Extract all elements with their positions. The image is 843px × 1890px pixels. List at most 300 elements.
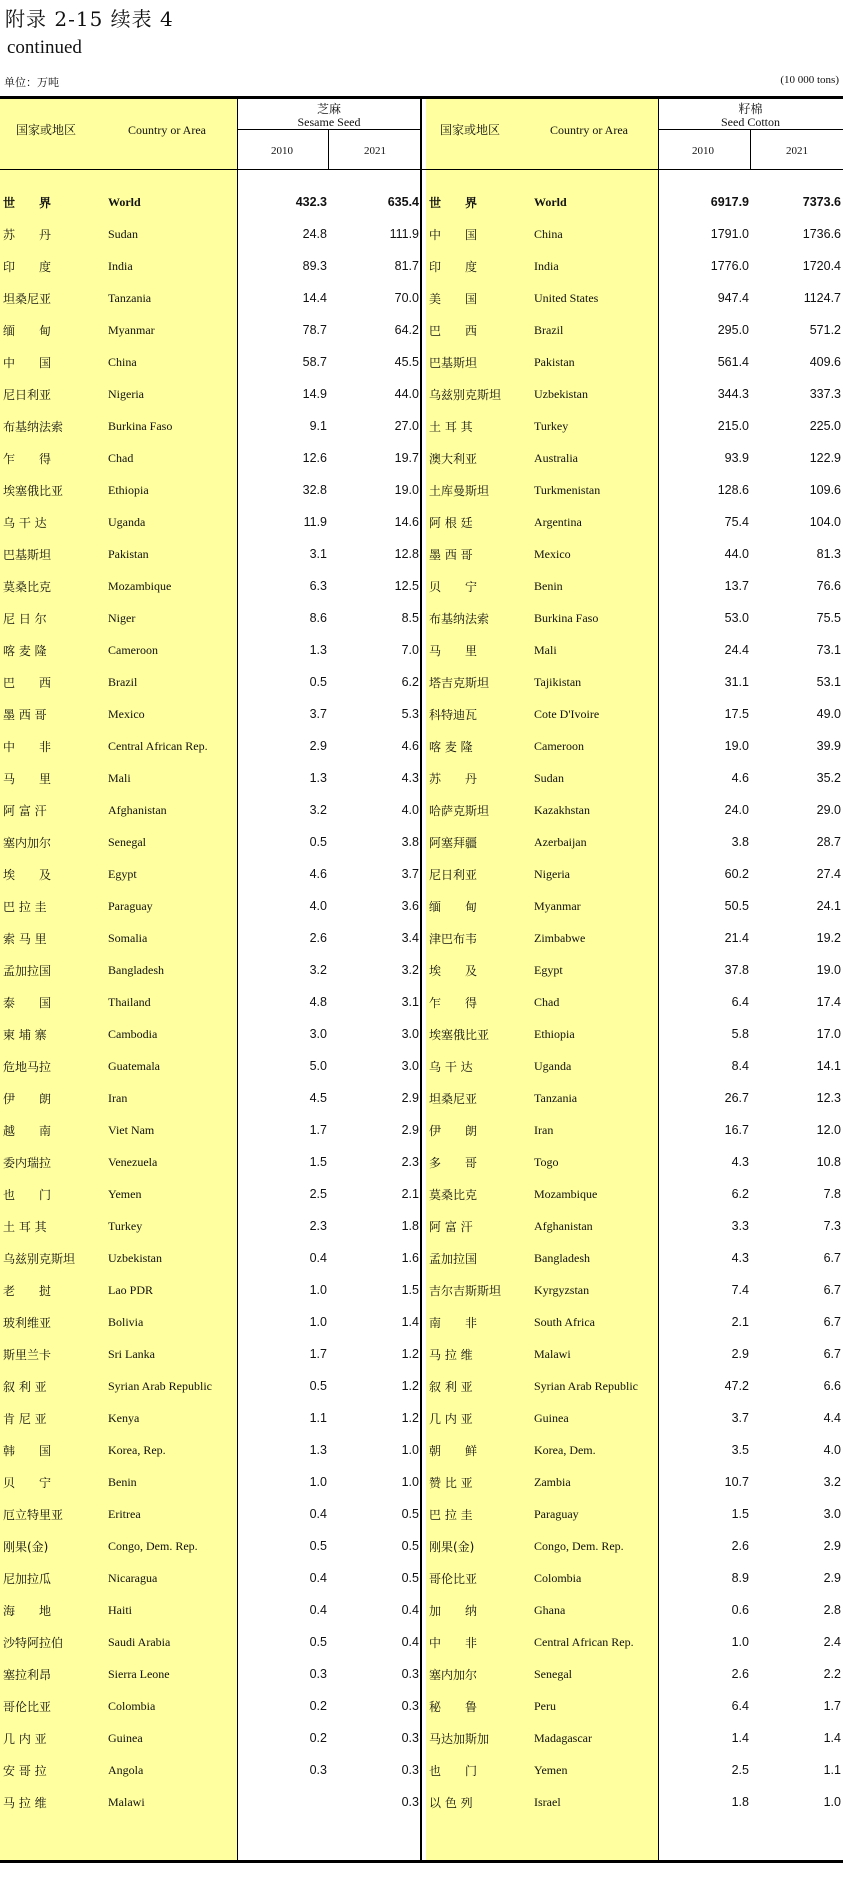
country-name-zh: 秘 鲁	[429, 1700, 478, 1714]
value-2010: 0.2	[309, 1699, 327, 1713]
country-name-en: Sierra Leone	[108, 1667, 170, 1681]
value-2010: 1.0	[731, 1635, 749, 1649]
value-2010: 0.5	[309, 1539, 327, 1553]
value-2021: 3.2	[823, 1475, 841, 1489]
value-2021: 1.5	[401, 1283, 419, 1297]
table-row	[0, 1049, 421, 1081]
table-row	[426, 857, 843, 889]
country-name-zh: 越 南	[3, 1124, 52, 1138]
country-name-en: Zimbabwe	[534, 931, 586, 945]
country-name-zh: 塞内加尔	[429, 1668, 478, 1682]
value-2010: 1.3	[309, 771, 327, 785]
country-name-zh: 津巴布韦	[429, 932, 478, 946]
value-2021: 1124.7	[803, 291, 841, 305]
country-name-en: Pakistan	[534, 355, 575, 369]
year-2010-header: 2010	[692, 145, 714, 157]
country-name-en: Iran	[534, 1123, 554, 1137]
table-row	[426, 1529, 843, 1561]
table-row	[0, 1401, 421, 1433]
value-2010: 1776.0	[710, 259, 749, 273]
country-name-zh: 巴 西	[429, 324, 478, 338]
table-row	[426, 1113, 843, 1145]
country-name-zh: 中 国	[429, 228, 478, 242]
country-name-zh: 叙 利 亚	[429, 1380, 473, 1394]
value-2010: 4.5	[309, 1091, 327, 1105]
table-row	[426, 185, 843, 217]
table-row	[0, 1241, 421, 1273]
value-2010: 14.4	[302, 291, 327, 305]
value-2021: 1.4	[401, 1315, 419, 1329]
product-zh: 芝麻	[316, 102, 341, 116]
country-name-zh: 坦桑尼亚	[429, 1092, 478, 1106]
value-2021: 337.3	[809, 387, 841, 401]
country-name-en: Eritrea	[108, 1507, 141, 1521]
value-2021: 19.0	[816, 963, 841, 977]
value-2021: 2.9	[401, 1091, 419, 1105]
country-name-zh: 布基纳法索	[429, 612, 490, 626]
country-name-en: Central African Rep.	[108, 739, 208, 753]
table-row	[0, 1305, 421, 1337]
table-row	[0, 1145, 421, 1177]
country-name-zh: 孟加拉国	[3, 964, 52, 978]
cotton-panel	[426, 99, 843, 1860]
value-2021: 75.5	[816, 611, 841, 625]
country-zh-header: 国家或地区	[440, 123, 501, 137]
table-row	[426, 569, 843, 601]
country-name-en: Uzbekistan	[534, 387, 588, 401]
value-2021: 19.7	[394, 451, 419, 465]
country-name-zh: 索 马 里	[3, 932, 47, 946]
country-name-en: Paraguay	[108, 899, 153, 913]
table-row	[426, 377, 843, 409]
country-name-en: Guatemala	[108, 1059, 160, 1073]
country-name-zh: 贝 宁	[3, 1476, 52, 1490]
value-2021: 44.0	[394, 387, 419, 401]
value-2010: 3.2	[309, 803, 327, 817]
value-2021: 0.3	[401, 1699, 419, 1713]
country-name-en: Egypt	[534, 963, 563, 977]
table-row	[426, 697, 843, 729]
country-name-en: Guinea	[108, 1731, 143, 1745]
country-name-en: Colombia	[108, 1699, 156, 1713]
value-2021: 7373.6	[802, 195, 841, 209]
country-name-zh: 乍 得	[3, 452, 52, 466]
value-2010: 12.6	[302, 451, 327, 465]
country-name-en: Congo, Dem. Rep.	[534, 1539, 624, 1553]
country-name-zh: 哈萨克斯坦	[429, 804, 490, 818]
value-2021: 3.0	[401, 1027, 419, 1041]
table-row	[426, 953, 843, 985]
value-2010: 1.7	[309, 1123, 327, 1137]
table-row	[426, 633, 843, 665]
country-name-en: China	[108, 355, 137, 369]
value-2021: 4.6	[401, 739, 419, 753]
country-name-zh: 南 非	[429, 1316, 478, 1330]
country-name-zh: 马 里	[3, 772, 52, 786]
value-2021: 2.8	[823, 1603, 841, 1617]
value-2010: 26.7	[724, 1091, 749, 1105]
value-2010: 0.4	[309, 1251, 327, 1265]
value-2021: 49.0	[816, 707, 841, 721]
value-2021: 70.0	[394, 291, 419, 305]
country-name-zh: 贝 宁	[429, 580, 478, 594]
value-2021: 0.5	[401, 1571, 419, 1585]
value-2021: 17.0	[816, 1027, 841, 1041]
value-2010: 215.0	[717, 419, 749, 433]
value-2010: 1.4	[731, 1731, 749, 1745]
value-2010: 2.9	[309, 739, 327, 753]
value-2021: 4.3	[401, 771, 419, 785]
value-2021: 1.0	[823, 1795, 841, 1809]
value-2021: 29.0	[816, 803, 841, 817]
country-name-en: Cambodia	[108, 1027, 158, 1041]
country-name-en: Burkina Faso	[534, 611, 599, 625]
table-row	[426, 601, 843, 633]
country-name-zh: 刚果(金)	[429, 1540, 475, 1554]
country-name-en: India	[108, 259, 133, 273]
country-name-en: Afghanistan	[108, 803, 167, 817]
value-2010: 1.5	[309, 1155, 327, 1169]
value-2021: 1720.4	[802, 259, 841, 273]
value-2021: 2.9	[823, 1571, 841, 1585]
table-row	[426, 1433, 843, 1465]
table-row	[426, 217, 843, 249]
value-2021: 1.8	[401, 1219, 419, 1233]
country-name-zh: 中 国	[3, 356, 52, 370]
value-2010: 89.3	[302, 259, 327, 273]
product-zh: 籽棉	[738, 102, 763, 116]
value-2010: 53.0	[724, 611, 749, 625]
table-row	[0, 1177, 421, 1209]
country-name-zh: 马达加斯加	[429, 1732, 490, 1746]
value-2021: 27.4	[816, 867, 841, 881]
year-2021-header: 2021	[364, 145, 386, 157]
table-row	[426, 1689, 843, 1721]
country-name-zh: 乌 干 达	[3, 516, 47, 530]
country-name-en: Somalia	[108, 931, 148, 945]
value-2021: 571.2	[809, 323, 841, 337]
value-2010: 21.4	[724, 931, 749, 945]
value-2010: 2.6	[309, 931, 327, 945]
value-2010: 17.5	[724, 707, 749, 721]
value-2021: 3.2	[401, 963, 419, 977]
value-2010: 0.6	[731, 1603, 749, 1617]
country-name-en: Iran	[108, 1091, 128, 1105]
country-name-zh: 哥伦比亚	[429, 1572, 478, 1586]
table-row	[0, 697, 421, 729]
table-row	[0, 537, 421, 569]
country-name-en: Venezuela	[108, 1155, 158, 1169]
value-2010: 947.4	[717, 291, 749, 305]
country-name-zh: 刚果(金)	[3, 1540, 49, 1554]
country-en-header: Country or Area	[128, 123, 206, 137]
country-name-zh: 几 内 亚	[3, 1732, 47, 1746]
table-row	[426, 1369, 843, 1401]
country-name-en: Argentina	[534, 515, 582, 529]
value-2021: 81.3	[816, 547, 841, 561]
value-2021: 12.8	[394, 547, 419, 561]
country-name-en: Ghana	[534, 1603, 566, 1617]
value-2021: 7.3	[823, 1219, 841, 1233]
value-2010: 2.5	[731, 1763, 749, 1777]
table-row	[0, 1721, 421, 1753]
value-2010: 432.3	[295, 195, 327, 209]
value-2021: 12.3	[816, 1091, 841, 1105]
value-2021: 3.0	[823, 1507, 841, 1521]
value-2010: 4.6	[731, 771, 749, 785]
country-name-zh: 土 耳 其	[429, 420, 473, 434]
country-name-en: Turkey	[534, 419, 569, 433]
value-2021: 2.1	[401, 1187, 419, 1201]
country-name-zh: 乍 得	[429, 996, 478, 1010]
country-name-en: Tajikistan	[534, 675, 582, 689]
country-name-en: India	[534, 259, 559, 273]
cotton-rows	[426, 185, 843, 1817]
value-2021: 4.4	[823, 1411, 841, 1425]
country-name-zh: 巴 拉 圭	[3, 900, 47, 914]
value-2010: 3.7	[309, 707, 327, 721]
country-name-en: Cameroon	[534, 739, 584, 753]
value-2021: 0.3	[401, 1667, 419, 1681]
country-name-en: Ethiopia	[108, 483, 149, 497]
table-row	[426, 921, 843, 953]
year-divider	[750, 129, 751, 169]
country-name-zh: 塞拉利昂	[3, 1668, 52, 1682]
country-en-header: Country or Area	[550, 123, 628, 137]
table-row	[426, 505, 843, 537]
product-header	[237, 103, 421, 129]
country-name-zh: 玻利维亚	[3, 1316, 52, 1330]
country-name-en: Benin	[108, 1475, 137, 1489]
table-row	[0, 1209, 421, 1241]
unit-label-en: (10 000 tons)	[780, 74, 839, 86]
value-2021: 2.3	[401, 1155, 419, 1169]
table-row	[426, 1081, 843, 1113]
value-2021: 109.6	[809, 483, 841, 497]
country-name-zh: 几 内 亚	[429, 1412, 473, 1426]
country-name-en: Nicaragua	[108, 1571, 158, 1585]
country-name-en: Turkey	[108, 1219, 143, 1233]
value-2021: 2.9	[823, 1539, 841, 1553]
value-2021: 3.7	[401, 867, 419, 881]
sesame-rows	[0, 185, 421, 1817]
value-2021: 104.0	[809, 515, 841, 529]
country-name-en: Kenya	[108, 1411, 140, 1425]
value-2010: 6.3	[309, 579, 327, 593]
page-subtitle: continued	[7, 37, 82, 58]
value-2010: 24.8	[302, 227, 327, 241]
year-2021-header: 2021	[786, 145, 808, 157]
country-name-en: Afghanistan	[534, 1219, 593, 1233]
value-2010: 24.4	[724, 643, 749, 657]
country-name-zh: 沙特阿拉伯	[3, 1636, 64, 1650]
value-2010: 3.3	[731, 1219, 749, 1233]
value-2021: 6.2	[401, 675, 419, 689]
country-name-zh: 伊 朗	[3, 1092, 52, 1106]
value-2010: 1.7	[309, 1347, 327, 1361]
value-2021: 4.0	[401, 803, 419, 817]
table-row	[0, 377, 421, 409]
country-name-en: Togo	[534, 1155, 559, 1169]
table-row	[426, 793, 843, 825]
country-name-zh: 世 界	[429, 196, 478, 210]
country-name-en: Malawi	[534, 1347, 571, 1361]
country-name-en: Chad	[108, 451, 134, 465]
country-name-zh: 肯 尼 亚	[3, 1412, 47, 1426]
country-name-zh: 马 里	[429, 644, 478, 658]
country-name-en: Nigeria	[534, 867, 570, 881]
table-row	[426, 345, 843, 377]
value-2010: 3.7	[731, 1411, 749, 1425]
country-name-en: Cote D'Ivoire	[534, 707, 600, 721]
value-2010: 4.0	[309, 899, 327, 913]
table-row	[0, 1113, 421, 1145]
country-name-en: Israel	[534, 1795, 561, 1809]
value-2010: 37.8	[724, 963, 749, 977]
country-name-en: Lao PDR	[108, 1283, 153, 1297]
table-row	[0, 569, 421, 601]
value-2010: 1.0	[309, 1283, 327, 1297]
country-name-zh: 喀 麦 隆	[3, 644, 47, 658]
table-row	[426, 1241, 843, 1273]
value-2010: 1.0	[309, 1315, 327, 1329]
value-2010: 10.7	[724, 1475, 749, 1489]
value-2021: 12.5	[394, 579, 419, 593]
table-row	[426, 409, 843, 441]
value-2010: 3.1	[309, 547, 327, 561]
country-name-en: Kazakhstan	[534, 803, 590, 817]
table-row	[0, 217, 421, 249]
product-header	[658, 103, 843, 129]
country-name-en: World	[108, 195, 141, 209]
value-2010: 4.6	[309, 867, 327, 881]
value-2010: 4.8	[309, 995, 327, 1009]
country-name-en: Korea, Dem.	[534, 1443, 596, 1457]
value-2010: 0.3	[309, 1667, 327, 1681]
country-name-en: Mali	[108, 771, 131, 785]
value-2010: 5.8	[731, 1027, 749, 1041]
table-row	[0, 1081, 421, 1113]
value-2021: 7.8	[823, 1187, 841, 1201]
country-name-en: South Africa	[534, 1315, 595, 1329]
value-2021: 3.1	[401, 995, 419, 1009]
value-2010: 3.2	[309, 963, 327, 977]
table-row	[426, 665, 843, 697]
country-name-zh: 塔吉克斯坦	[429, 676, 490, 690]
data-table	[0, 96, 843, 1863]
value-2021: 0.5	[401, 1507, 419, 1521]
value-2021: 19.0	[394, 483, 419, 497]
country-name-en: Paraguay	[534, 1507, 579, 1521]
value-2021: 76.6	[816, 579, 841, 593]
value-2021: 409.6	[809, 355, 841, 369]
value-2010: 6.4	[731, 1699, 749, 1713]
table-row	[0, 281, 421, 313]
table-row	[0, 505, 421, 537]
value-2010: 11.9	[303, 515, 327, 529]
product-underline	[237, 129, 421, 130]
country-name-en: Ethiopia	[534, 1027, 575, 1041]
value-2021: 635.4	[387, 195, 419, 209]
table-row	[0, 761, 421, 793]
country-name-zh: 埃 及	[429, 964, 478, 978]
country-name-en: Benin	[534, 579, 563, 593]
country-name-zh: 孟加拉国	[429, 1252, 478, 1266]
value-2010: 344.3	[717, 387, 749, 401]
country-name-en: World	[534, 195, 567, 209]
country-name-zh: 巴基斯坦	[429, 356, 478, 370]
table-row	[0, 249, 421, 281]
value-2021: 6.7	[823, 1251, 841, 1265]
value-2010: 128.6	[717, 483, 749, 497]
table-row	[426, 473, 843, 505]
value-2010: 1.3	[309, 643, 327, 657]
country-name-zh: 尼日利亚	[3, 388, 52, 402]
country-name-en: Bangladesh	[534, 1251, 590, 1265]
country-name-en: Australia	[534, 451, 578, 465]
value-2010: 78.7	[302, 323, 327, 337]
country-name-en: Brazil	[534, 323, 564, 337]
value-2021: 1.1	[823, 1763, 841, 1777]
country-name-en: Syrian Arab Republic	[108, 1379, 212, 1393]
sesame-panel	[0, 99, 421, 1860]
country-name-zh: 世 界	[3, 196, 52, 210]
country-name-en: Uganda	[534, 1059, 572, 1073]
value-2021: 1.0	[401, 1443, 419, 1457]
country-name-zh: 斯里兰卡	[3, 1348, 52, 1362]
value-2021: 6.7	[823, 1315, 841, 1329]
country-name-zh: 尼加拉瓜	[3, 1572, 52, 1586]
table-row	[426, 537, 843, 569]
country-name-zh: 缅 甸	[429, 900, 478, 914]
value-2010: 0.4	[309, 1571, 327, 1585]
product-en: Sesame Seed	[297, 115, 361, 129]
table-row	[426, 985, 843, 1017]
value-2010: 1.1	[309, 1411, 327, 1425]
country-name-en: Central African Rep.	[534, 1635, 634, 1649]
value-2021: 64.2	[394, 323, 419, 337]
country-name-zh: 安 哥 拉	[3, 1764, 47, 1778]
country-name-en: Malawi	[108, 1795, 145, 1809]
table-row	[0, 953, 421, 985]
country-name-en: Saudi Arabia	[108, 1635, 171, 1649]
header-rule	[0, 169, 421, 170]
country-name-zh: 喀 麦 隆	[429, 740, 473, 754]
country-name-en: Sudan	[534, 771, 564, 785]
country-name-en: Thailand	[108, 995, 151, 1009]
table-row	[426, 825, 843, 857]
country-name-zh: 多 哥	[429, 1156, 478, 1170]
table-row	[426, 729, 843, 761]
country-name-zh: 坦桑尼亚	[3, 292, 52, 306]
unit-label-zh: 单位：万吨	[4, 76, 59, 89]
table-row	[0, 857, 421, 889]
table-row	[0, 473, 421, 505]
value-2010: 1.0	[309, 1475, 327, 1489]
country-name-zh: 叙 利 亚	[3, 1380, 47, 1394]
value-2021: 28.7	[816, 835, 841, 849]
country-name-en: Burkina Faso	[108, 419, 173, 433]
value-2010: 0.4	[309, 1507, 327, 1521]
value-2010: 1.8	[731, 1795, 749, 1809]
value-2021: 0.3	[401, 1795, 419, 1809]
value-2021: 45.5	[394, 355, 419, 369]
country-name-en: Azerbaijan	[534, 835, 587, 849]
value-2021: 3.6	[401, 899, 419, 913]
value-2021: 5.3	[401, 707, 419, 721]
table-row	[426, 1017, 843, 1049]
value-2010: 75.4	[724, 515, 749, 529]
